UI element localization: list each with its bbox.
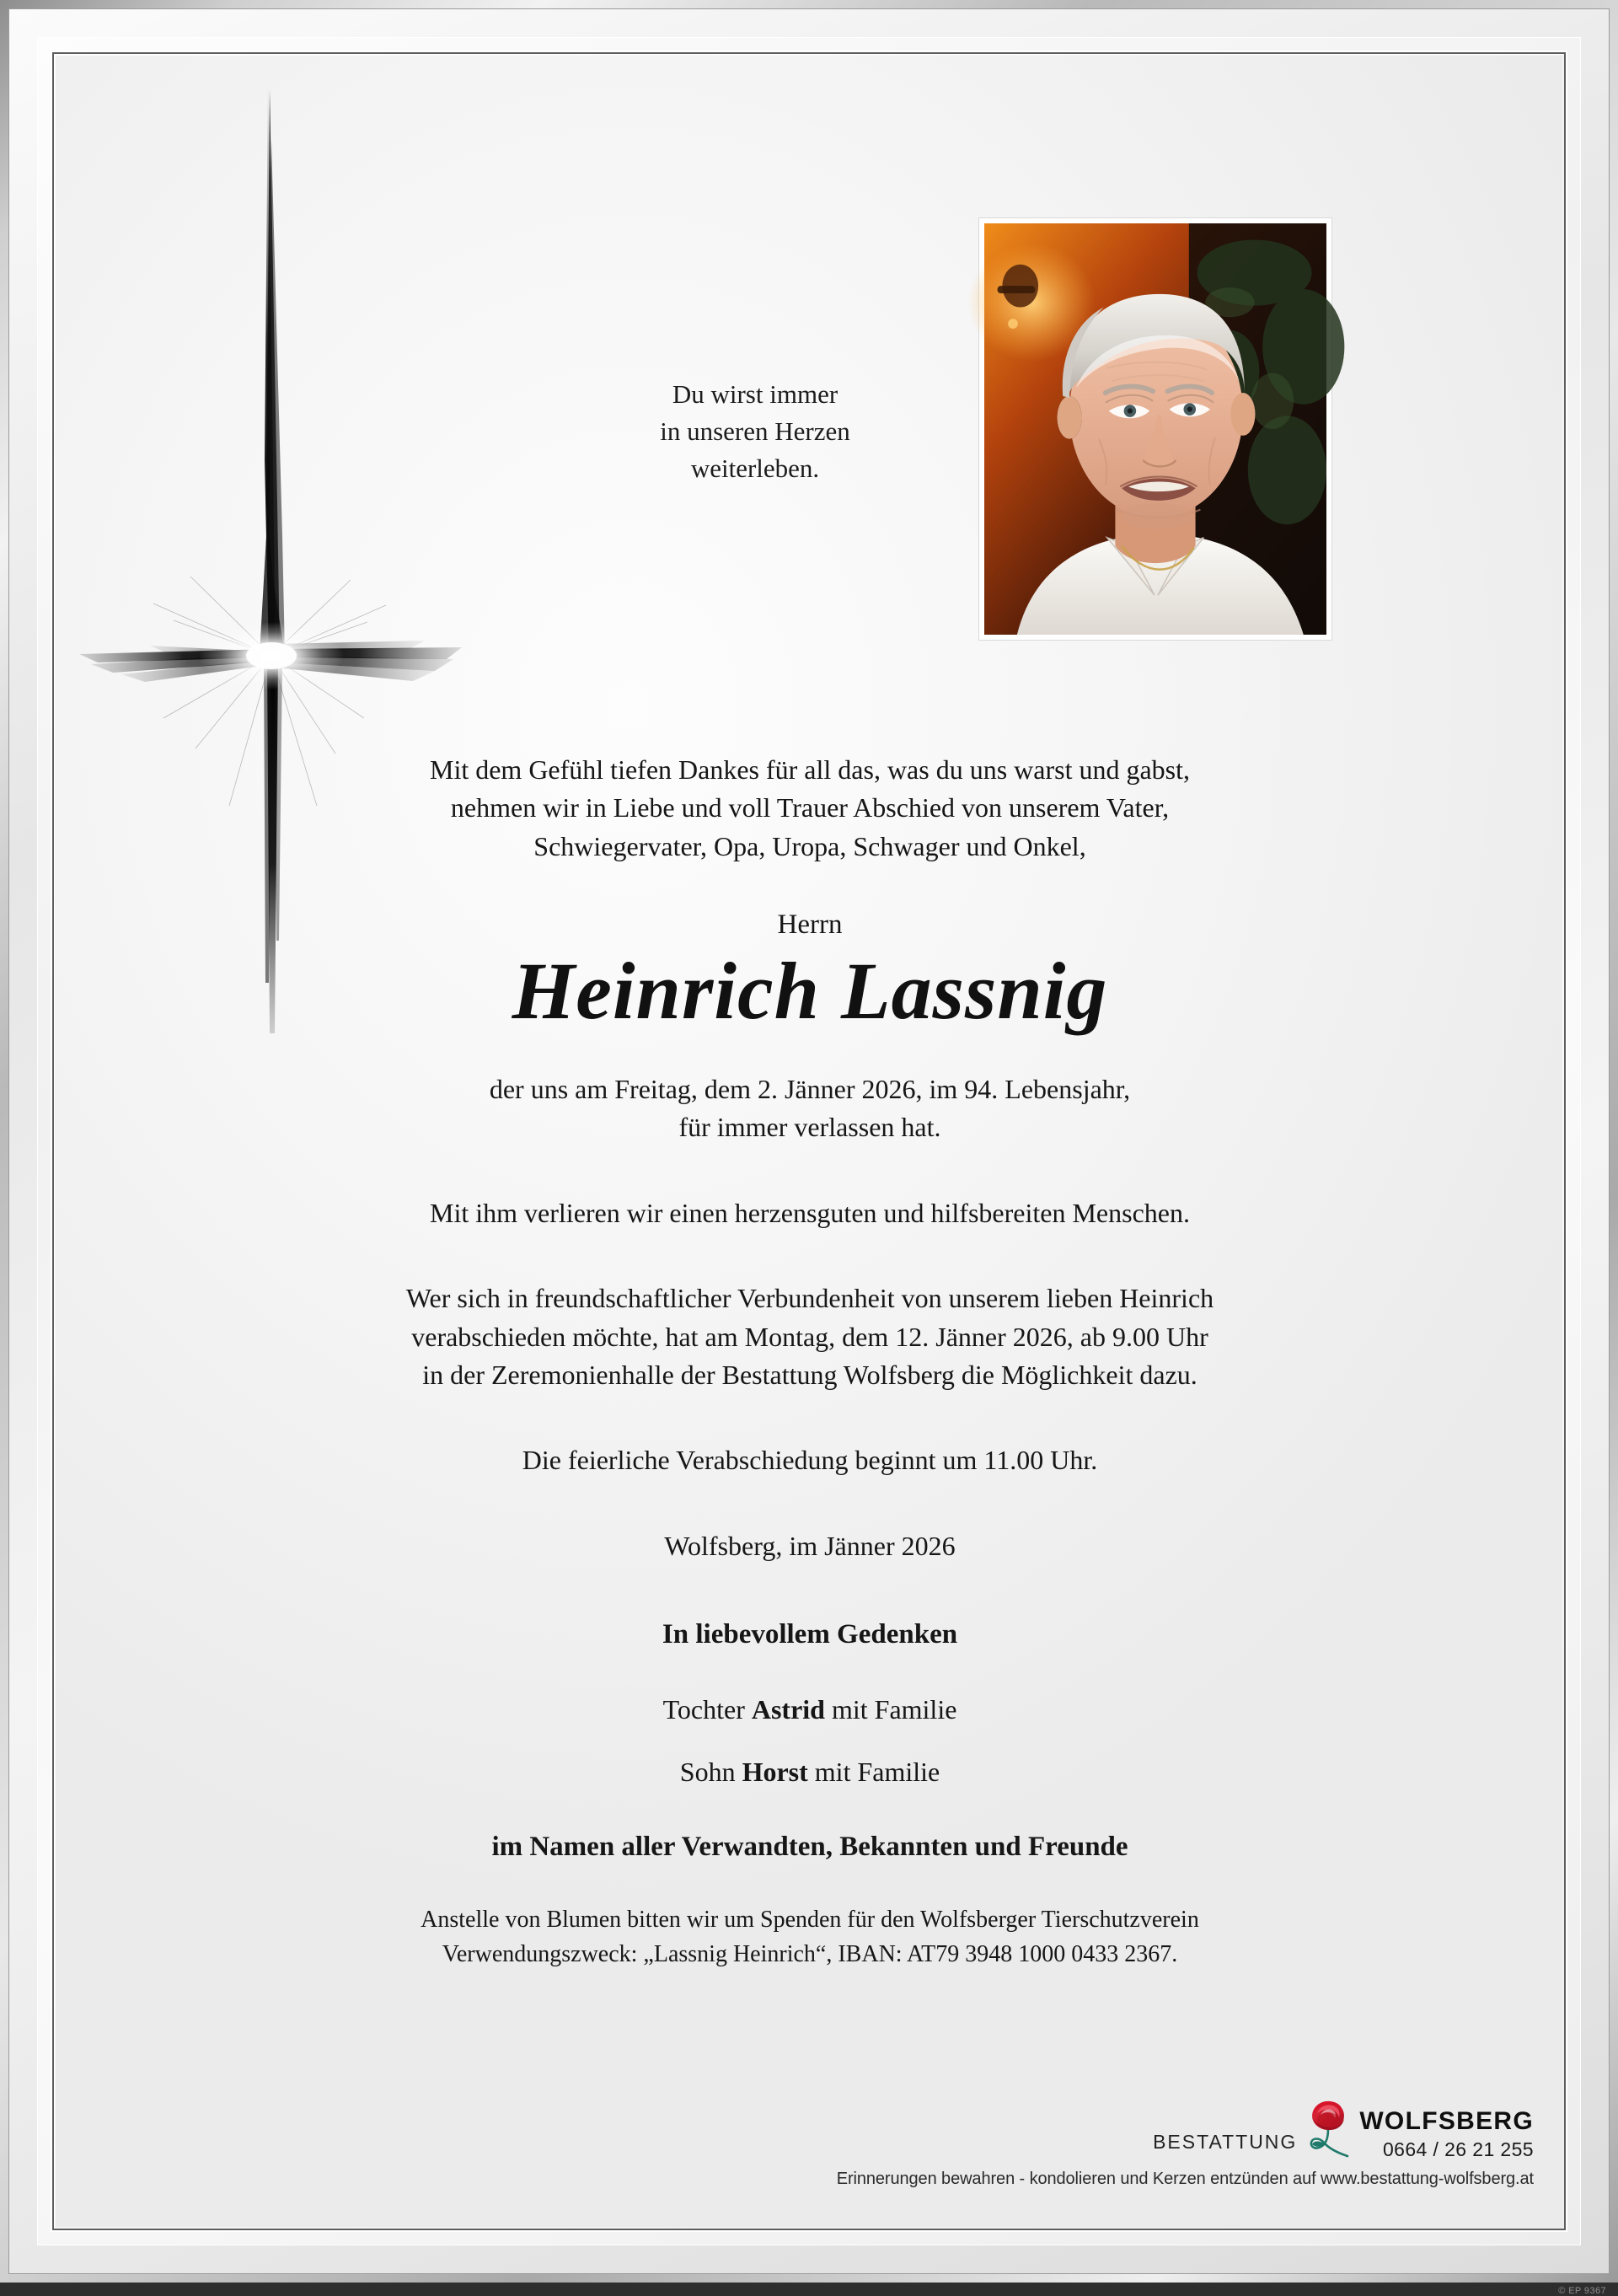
donation-line-2: Verwendungszweck: „Lassnig Heinrich“, IBAN: AT79 3948 1000 0433 2367.: [442, 1940, 1178, 1967]
quote-line-1: Du wirst immer: [672, 379, 838, 409]
farewell-line-3: in der Zeremonienhalle der Bestattung Wolfsberg die Möglichkeit dazu.: [422, 1360, 1197, 1391]
brand-prefix: BESTATTUNG: [1153, 2131, 1298, 2153]
brand-block: [1359, 2109, 1534, 2161]
family-member-daughter: [224, 1691, 1396, 1729]
funeral-home-logo: [1153, 2097, 1534, 2161]
footer: [56, 2092, 1562, 2218]
place-date-line: Wolfsberg, im Jänner 2026: [664, 1530, 956, 1561]
farewell-paragraph: [224, 1279, 1396, 1394]
daughter-name: Astrid: [751, 1694, 825, 1725]
death-info-line-1: der uns am Freitag, dem 2. Jänner 2026, im 94. Lebensjahr,: [489, 1073, 1131, 1104]
intro-line-1: Mit dem Gefühl tiefen Dankes für all das, was du uns warst und gabst,: [429, 754, 1191, 785]
brand-phone: 0664 / 26 21 255: [1382, 2138, 1534, 2160]
salutation: Herrn: [777, 909, 843, 941]
intro-line-2: nehmen wir in Liebe und voll Trauer Abschied von unserem Vater,: [450, 792, 1170, 823]
card-sheet: [56, 56, 1562, 2227]
daughter-prefix: Tochter: [662, 1694, 752, 1725]
daughter-suffix: mit Familie: [824, 1694, 957, 1725]
footer-note: Erinnerungen bewahren - kondolieren und Kerzen entzünden auf www.bestattung-wolfsberg.at: [836, 2170, 1534, 2188]
farewell-line-1: Wer sich in freundschaftlicher Verbundenheit von unserem lieben Heinrich: [405, 1283, 1214, 1314]
brand-name: WOLFSBERG: [1359, 2107, 1534, 2135]
quote-line-3: weiterleben.: [690, 453, 820, 484]
memorial-quote: [578, 376, 932, 487]
portrait-image-area: [984, 223, 1326, 635]
son-prefix: Sohn: [679, 1756, 742, 1787]
obituary-body: [224, 751, 1396, 1971]
intro-paragraph: [224, 751, 1396, 866]
family-member-son: [224, 1753, 1396, 1791]
rose-logo-icon: [1302, 2097, 1354, 2161]
deceased-name: Heinrich Lassnig: [512, 946, 1108, 1037]
tribute-line: Mit ihm verlieren wir einen herzensguten und hilfsbereiten Menschen.: [430, 1197, 1190, 1228]
portrait-photo: [979, 218, 1331, 640]
son-name: Horst: [742, 1756, 808, 1787]
donation-line-1: Anstelle von Blumen bitten wir um Spenden für den Wolfsberger Tierschutzverein: [421, 1907, 1199, 1934]
ceremony-line: Die feierliche Verabschiedung beginnt um 11.00 Uhr.: [522, 1445, 1098, 1476]
copyright-mark: © EP 9367: [1558, 2286, 1606, 2296]
relatives-line: im Namen aller Verwandten, Bekannten und Freunde: [491, 1832, 1128, 1863]
memorial-heading: In liebevollem Gedenken: [662, 1619, 958, 1650]
intro-line-3: Schwiegervater, Opa, Uropa, Schwager und Onkel,: [533, 830, 1086, 861]
donation-paragraph: [224, 1903, 1396, 1971]
farewell-line-2: verabschieden möchte, hat am Montag, dem 12. Jänner 2026, ab 9.00 Uhr: [411, 1321, 1208, 1352]
son-suffix: mit Familie: [807, 1756, 940, 1787]
death-info-line-2: für immer verlassen hat.: [678, 1112, 941, 1143]
quote-line-2: in unseren Herzen: [660, 416, 850, 447]
death-info: [224, 1070, 1396, 1147]
